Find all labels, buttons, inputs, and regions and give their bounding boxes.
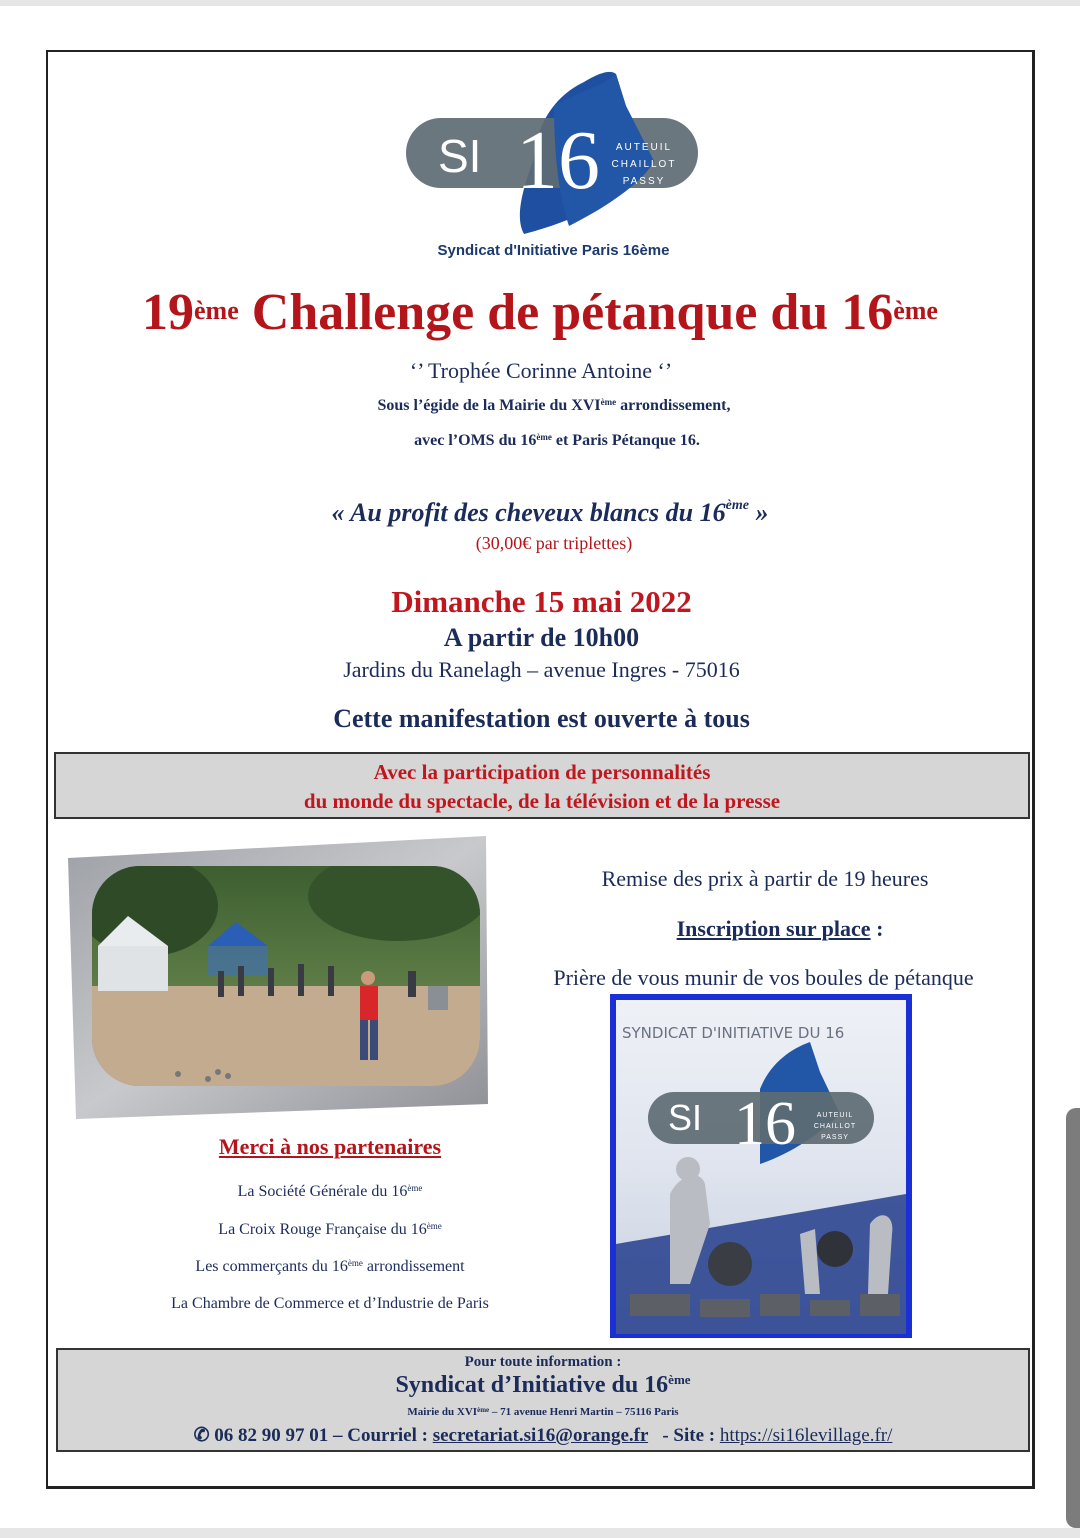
trophy-logo-auteuil: AUTEUIL <box>816 1112 854 1119</box>
title-text-sup: ème <box>893 296 938 325</box>
bring-boules-note: Prière de vous munir de vos boules de pétanque <box>553 965 974 990</box>
contact-org <box>58 1372 1028 1399</box>
email-link[interactable]: secretariat.si16@orange.fr <box>432 1425 649 1446</box>
si16-logo <box>404 66 704 238</box>
egide-line <box>0 397 1080 415</box>
price-line: (30,00€ par triplettes) <box>475 533 633 553</box>
profit-after: » <box>748 498 769 527</box>
egide-after: arrondissement, <box>616 397 731 414</box>
egide-sup: ème <box>600 397 617 407</box>
bottom-strip <box>0 1528 1080 1538</box>
partner-text: La Croix Rouge Française du 16 <box>218 1221 427 1238</box>
site-link[interactable]: https://si16levillage.fr/ <box>719 1425 893 1446</box>
inscription-suffix: : <box>870 916 884 941</box>
trophy-logo-chaillot: CHAILLOT <box>813 1123 857 1130</box>
contact-info-label: Pour toute information : <box>464 1354 622 1370</box>
oms-sup: ème <box>536 432 552 442</box>
partner-item <box>100 1221 560 1239</box>
trophy-logo-number: 16 <box>734 1090 796 1158</box>
participation-line-1: Avec la participation de personnalités <box>373 760 711 784</box>
event-photo <box>68 836 488 1119</box>
title-number: 19 <box>142 284 195 341</box>
logo-place-chaillot: CHAILLOT <box>611 159 677 170</box>
trophy-photo <box>610 994 912 1338</box>
contact-org-sup: ème <box>668 1372 691 1387</box>
partner-text: La Société Générale du 16 <box>237 1183 408 1200</box>
oms-line <box>0 432 1080 450</box>
partner-sup: ème <box>407 1183 423 1193</box>
profit-before: « Au profit des cheveux blancs du 16 <box>331 498 726 527</box>
profit-sup: ème <box>725 498 749 513</box>
event-place: Jardins du Ranelagh – avenue Ingres - 75016 <box>343 657 740 682</box>
partners-heading: Merci à nos partenaires <box>218 1134 442 1159</box>
partner-item <box>100 1295 560 1313</box>
partner-sup: ème <box>347 1258 363 1268</box>
logo-subtitle: Syndicat d'Initiative Paris 16ème <box>437 242 670 259</box>
partner-text: La Chambre de Commerce et d’Industrie de Paris <box>171 1295 489 1312</box>
top-strip <box>0 0 1080 6</box>
participation-line-2: du monde du spectacle, de la télévision et de la presse <box>303 789 781 813</box>
partner-text: Les commerçants du 16 <box>195 1258 348 1275</box>
oms-before: avec l’OMS du 16 <box>414 432 537 449</box>
title-text: Challenge de pétanque du 16 <box>238 284 894 341</box>
site-label: - Site : <box>648 1425 720 1446</box>
trophy-logo-si: SI <box>668 1097 703 1138</box>
trophy-logo-passy: PASSY <box>821 1134 849 1141</box>
participation-box <box>54 752 1030 819</box>
partner-after: arrondissement <box>362 1258 465 1275</box>
profit-line <box>0 498 1080 528</box>
open-to-all: Cette manifestation est ouverte à tous <box>333 704 750 733</box>
logo-number-text: 16 <box>516 114 600 207</box>
title-number-sup: ème <box>194 296 239 325</box>
egide-before: Sous l’égide de la Mairie du XVI <box>377 397 601 414</box>
event-time: A partir de 10h00 <box>443 623 640 652</box>
oms-after: et Paris Pétanque 16. <box>551 432 700 449</box>
partner-item <box>100 1183 560 1201</box>
address-sup: ème <box>477 1406 490 1414</box>
contact-phone: ✆ 06 82 90 97 01 – Courriel : <box>193 1425 433 1446</box>
address-after: – 71 avenue Henri Martin – 75116 Paris <box>489 1406 679 1418</box>
contact-box <box>56 1348 1030 1452</box>
partner-sup: ème <box>426 1221 442 1231</box>
trophy-banner-text: SYNDICAT D'INITIATIVE DU 16 <box>622 1024 845 1042</box>
logo-place-auteuil: AUTEUIL <box>615 142 673 153</box>
inscription <box>520 916 1040 942</box>
logo-place-passy: PASSY <box>622 176 666 187</box>
address-before: Mairie du XVI <box>407 1406 478 1418</box>
inscription-label: Inscription sur place <box>676 916 871 941</box>
scroll-handle[interactable] <box>1066 1108 1080 1528</box>
trophy-name: ‘’ Trophée Corinne Antoine ‘’ <box>409 358 673 383</box>
prize-time: Remise des prix à partir de 19 heures <box>601 866 929 891</box>
event-date: Dimanche 15 mai 2022 <box>391 584 692 619</box>
partner-item <box>100 1258 560 1276</box>
contact-org-text: Syndicat d’Initiative du 16 <box>395 1372 669 1398</box>
contact-line <box>58 1424 1028 1447</box>
contact-address <box>58 1406 1028 1418</box>
page-title <box>0 278 1080 348</box>
logo-si-text: SI <box>438 130 482 182</box>
